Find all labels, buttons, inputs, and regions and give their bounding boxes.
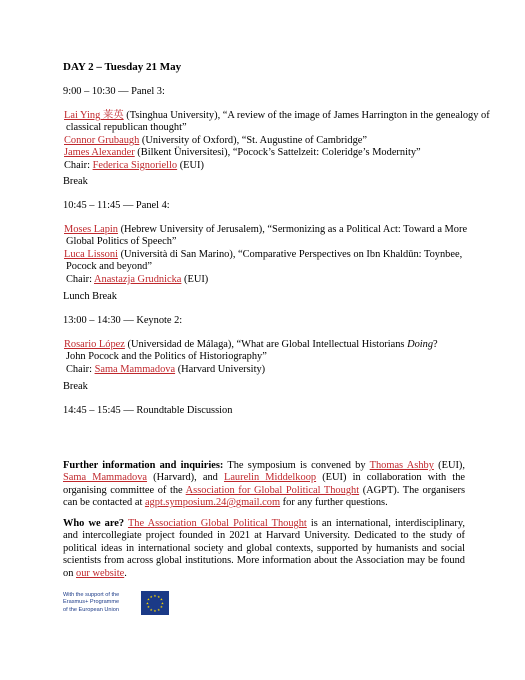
eu-star-icon: ★ [153, 593, 157, 598]
day-title: DAY 2 – Tuesday 21 May [63, 61, 182, 73]
chair-prefix: Chair: [66, 363, 95, 375]
speaker-link-rosario-lopez[interactable]: Rosario López [64, 339, 125, 350]
link-our-website[interactable]: our website [76, 567, 125, 579]
paragraph-text: (EUI), [433, 460, 465, 471]
eu-star-icon: ★ [157, 594, 161, 599]
roundtable-time: 14:45 – 15:45 — Roundtable Discussion [63, 405, 233, 416]
keynote-2-time: 13:00 – 14:30 — Keynote 2: [63, 315, 183, 326]
paragraph-text: is an international, interdisciplinary, and intercollegiate project founded in 2021 at Harvard University. Dedicated to the study of political ideas in international society and global contexts, supported by humanists and social scientists from across global institutions. More information about the Association may be found on [63, 518, 465, 579]
paragraph-text: The symposium is convened by [223, 460, 370, 471]
talk-text: (Università di San Marino), “Comparative Perspectives on Ibn Khaldūn: Toynbee, [117, 248, 463, 260]
eu-star-icon: ★ [149, 607, 153, 612]
erasmus-line: of the European Union [63, 606, 119, 613]
speaker-link-lai-ying[interactable]: Lai Ying 莱英 [64, 110, 124, 121]
break-2: Break [63, 381, 88, 392]
who-we-are-paragraph [63, 518, 465, 580]
link-association-global-political-thought[interactable]: Association for Global Political Thought [185, 484, 360, 496]
talk-row [64, 249, 467, 261]
talk-row-continued: Global Politics of Speech” [66, 236, 177, 248]
eu-star-icon: ★ [146, 605, 151, 610]
who-we-are-heading: Who we are? [63, 518, 125, 529]
chair-prefix: Chair: [66, 273, 94, 285]
panel-3-talks [64, 110, 490, 172]
link-laurelin-middelkoop[interactable]: Laurelin Middelkoop [223, 472, 317, 484]
link-thomas-ashby[interactable]: Thomas Ashby [369, 460, 434, 471]
chair-prefix: Chair: [64, 159, 93, 171]
lunch-break: Lunch Break [63, 291, 117, 302]
erasmus-line: Erasmus+ Programme [63, 599, 120, 606]
chair-link-federica-signoriello[interactable]: Federica Signoriello [92, 159, 178, 171]
speaker-link-luca-lissoni[interactable]: Luca Lissoni [64, 248, 118, 260]
talk-row-continued: John Pocock and the Politics of Historiography” [66, 351, 267, 363]
paragraph-text: for any further questions. [280, 497, 388, 509]
chair-link-sama-mammadova[interactable]: Sama Mammadova [94, 363, 176, 375]
talk-text: (Bilkent Üniversitesi), “Pocock’s Sattelzeit: Coleridge’s Modernity” [134, 147, 421, 159]
talk-text: (University of Oxford), “St. Augustine of Cambridge” [139, 134, 368, 146]
link-contact-email[interactable]: agpt.symposium.24@gmail.com [144, 497, 281, 509]
chair-link-anastazja-grudnicka[interactable]: Anastazja Grudnicka [94, 273, 182, 285]
chair-affiliation: (Harvard University) [175, 363, 266, 375]
talk-row-continued: classical republican thought” [66, 122, 187, 134]
paragraph-text: (AGPT). The organisers can be contacted at [63, 484, 465, 509]
chair-row [64, 274, 467, 286]
talk-text-end: ? [433, 339, 438, 350]
eu-star-icon: ★ [149, 594, 153, 599]
panel-3-time: 9:00 – 10:30 — Panel 3: [63, 86, 165, 97]
eu-star-icon: ★ [159, 597, 164, 602]
paragraph-text: (Harvard), and [147, 472, 224, 484]
talk-row [64, 224, 467, 236]
talk-row [64, 135, 490, 147]
eu-star-icon: ★ [159, 605, 164, 610]
chair-row [64, 364, 438, 376]
keynote-2-talk [64, 339, 438, 376]
eu-star-icon: ★ [146, 597, 151, 602]
eu-star-icon: ★ [153, 608, 157, 613]
erasmus-support-text [63, 592, 137, 614]
talk-row [64, 110, 490, 122]
eu-star-icon: ★ [157, 607, 161, 612]
talk-text-italic: Doing [407, 339, 434, 350]
talk-row [64, 339, 438, 351]
panel-4-time: 10:45 – 11:45 — Panel 4: [63, 200, 170, 211]
further-information-paragraph [63, 460, 465, 510]
link-association-name[interactable]: The Association Global Political Thought [127, 518, 307, 529]
speaker-link-james-alexander[interactable]: James Alexander [64, 147, 135, 159]
panel-4-talks [64, 224, 467, 286]
link-sama-mammadova[interactable]: Sama Mammadova [63, 472, 148, 484]
speaker-link-connor-grubaugh[interactable]: Connor Grubaugh [64, 134, 140, 146]
break-1: Break [63, 176, 88, 187]
eu-star-icon: ★ [145, 601, 150, 606]
talk-row [64, 147, 490, 159]
talk-text: (Hebrew University of Jerusalem), “Sermonizing as a Political Act: Toward a More [117, 224, 468, 235]
talk-text: (Tsinghua University), “A review of the image of James Harrington in the genealogy of [123, 110, 490, 121]
talk-text: (Universidad de Málaga), “What are Global Intellectual Historians [124, 339, 408, 350]
chair-affiliation: (EUI) [181, 273, 209, 285]
erasmus-line: With the support of the [63, 592, 120, 598]
eu-star-icon: ★ [160, 601, 165, 606]
speaker-link-moses-lapin[interactable]: Moses Lapin [64, 224, 118, 235]
paragraph-text: (EUI) in collaboration with the organising committee of the [63, 472, 465, 496]
chair-affiliation: (EUI) [177, 159, 204, 171]
talk-row-continued: Pocock and beyond” [66, 261, 152, 273]
paragraph-text: . [124, 567, 127, 579]
eu-flag-icon [141, 591, 169, 615]
chair-row [64, 160, 490, 172]
further-information-heading: Further information and inquiries: [63, 460, 224, 471]
